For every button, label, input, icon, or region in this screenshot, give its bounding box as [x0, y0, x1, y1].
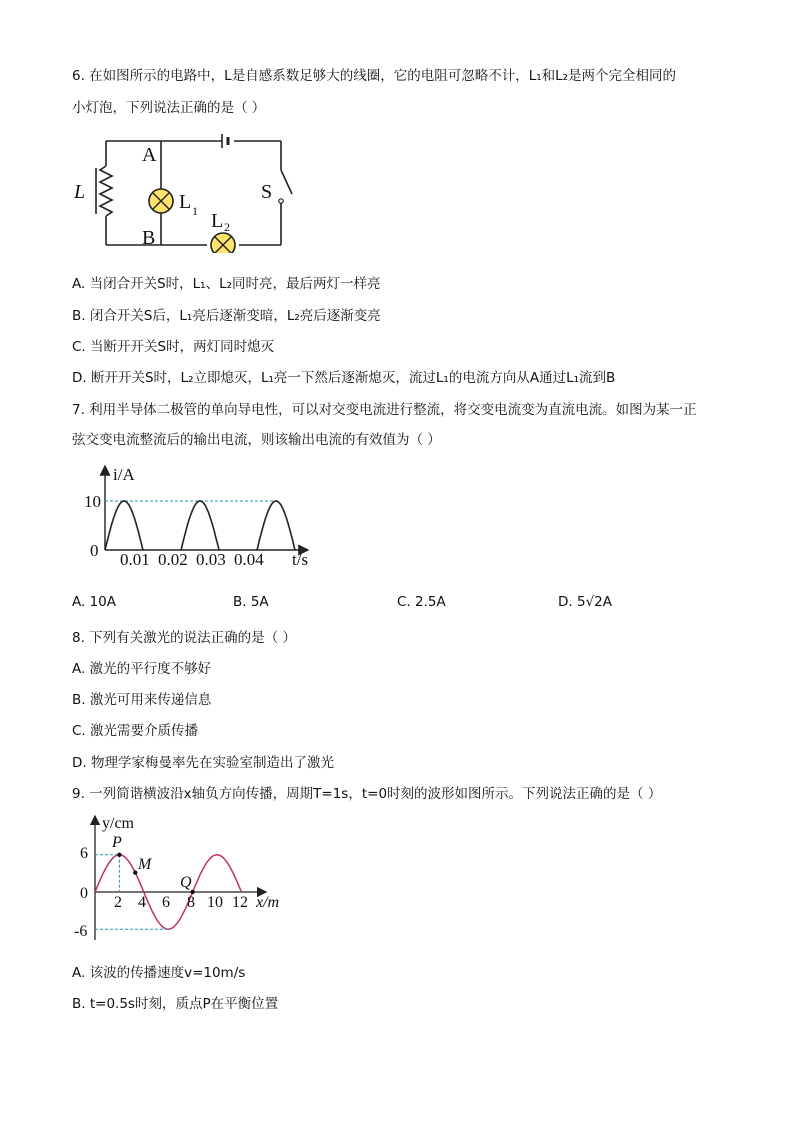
- switch-label: S: [261, 181, 273, 203]
- q7-rectified-current-graph: [80, 460, 330, 575]
- q6-option-c[interactable]: C. 当断开开关S时，两灯同时熄灭: [72, 339, 275, 355]
- x-tick-label: 0.01: [120, 550, 150, 569]
- q8-option-d[interactable]: D. 物理学家梅曼率先在实验室制造出了激光: [72, 755, 334, 771]
- y-tick-label: 0: [80, 885, 88, 902]
- q9-wave-graph: [72, 812, 292, 947]
- y-tick-10: 10: [84, 492, 101, 511]
- current-hump: [181, 501, 219, 550]
- point-m-label: M: [138, 856, 152, 873]
- x-tick-label: 12: [232, 894, 248, 911]
- x-tick-label: 0.02: [158, 550, 188, 569]
- lamp-l2-icon: [211, 233, 235, 253]
- x-tick-label: 2: [114, 894, 122, 911]
- q6-stem-line2: 小灯泡，下列说法正确的是（ ）: [72, 100, 266, 116]
- current-hump: [257, 501, 295, 550]
- x-axis-label: t/s: [292, 550, 309, 569]
- q6-circuit-diagram: [70, 128, 310, 253]
- y-axis-label: i/A: [113, 465, 135, 484]
- point-p-label: P: [112, 834, 122, 851]
- y-tick-label: -6: [74, 923, 88, 940]
- node-a-label: A: [142, 144, 157, 166]
- q6-option-d[interactable]: D. 断开开关S时，L₂立即熄灭，L₁亮一下然后逐渐熄灭，流过L₁的电流方向从A通过L₁流到B: [72, 370, 616, 386]
- q9-option-a[interactable]: A. 该波的传播速度v=10m/s: [72, 965, 246, 981]
- lamp-l2-sub: 2: [224, 220, 230, 234]
- q6-option-a[interactable]: A. 当闭合开关S时，L₁、L₂同时亮，最后两灯一样亮: [72, 276, 381, 292]
- q7-option-d[interactable]: D. 5√2A: [558, 594, 612, 610]
- q7-option-a[interactable]: A. 10A: [72, 594, 116, 610]
- point-q-label: Q: [180, 874, 192, 891]
- current-hump: [105, 501, 143, 550]
- q8-option-b[interactable]: B. 激光可用来传递信息: [72, 692, 212, 708]
- y-axis-label: y/cm: [102, 815, 134, 832]
- y-tick-label: 6: [80, 845, 88, 862]
- x-tick-label: 0.03: [196, 550, 226, 569]
- lamp-l1-sub: 1: [192, 204, 198, 218]
- lamp-l2-label: L: [211, 210, 224, 232]
- inductor-label: L: [74, 181, 86, 203]
- x-tick-label: 10: [207, 894, 223, 911]
- q9-option-b[interactable]: B. t=0.5s时刻，质点P在平衡位置: [72, 996, 279, 1012]
- q6-option-b[interactable]: B. 闭合开关S后，L₁亮后逐渐变暗，L₂亮后逐渐变亮: [72, 308, 381, 324]
- origin-label: 0: [90, 541, 99, 560]
- node-b-label: B: [142, 227, 156, 249]
- x-tick-label: 6: [162, 894, 170, 911]
- q6-stem-line1: 6. 在如图所示的电路中，L是自感系数足够大的线圈，它的电阻可忽略不计，L₁和L₂是两个完全相同的: [72, 68, 677, 84]
- x-axis-label: x/m: [256, 894, 280, 911]
- q7-stem-line1: 7. 利用半导体二极管的单向导电性，可以对交变电流进行整流，将交变电流变为直流电流。如图为某一正: [72, 402, 697, 418]
- q9-stem: 9. 一列简谐横波沿x轴负方向传播，周期T=1s，t=0时刻的波形如图所示。下列说法正确的是（ ）: [72, 786, 662, 802]
- q8-stem: 8. 下列有关激光的说法正确的是（ ）: [72, 630, 296, 646]
- x-tick-label: 0.04: [234, 550, 264, 569]
- lamp-l1-label: L: [179, 191, 192, 213]
- q8-option-c[interactable]: C. 激光需要介质传播: [72, 723, 199, 739]
- q7-stem-line2: 弦交变电流整流后的输出电流，则该输出电流的有效值为（ ）: [72, 432, 441, 448]
- q7-option-c[interactable]: C. 2.5A: [397, 594, 446, 610]
- q8-option-a[interactable]: A. 激光的平行度不够好: [72, 661, 212, 677]
- x-tick-label: 8: [187, 894, 195, 911]
- q7-option-b[interactable]: B. 5A: [233, 594, 269, 610]
- lamp-l1-icon: [149, 189, 173, 213]
- x-tick-label: 4: [138, 894, 146, 911]
